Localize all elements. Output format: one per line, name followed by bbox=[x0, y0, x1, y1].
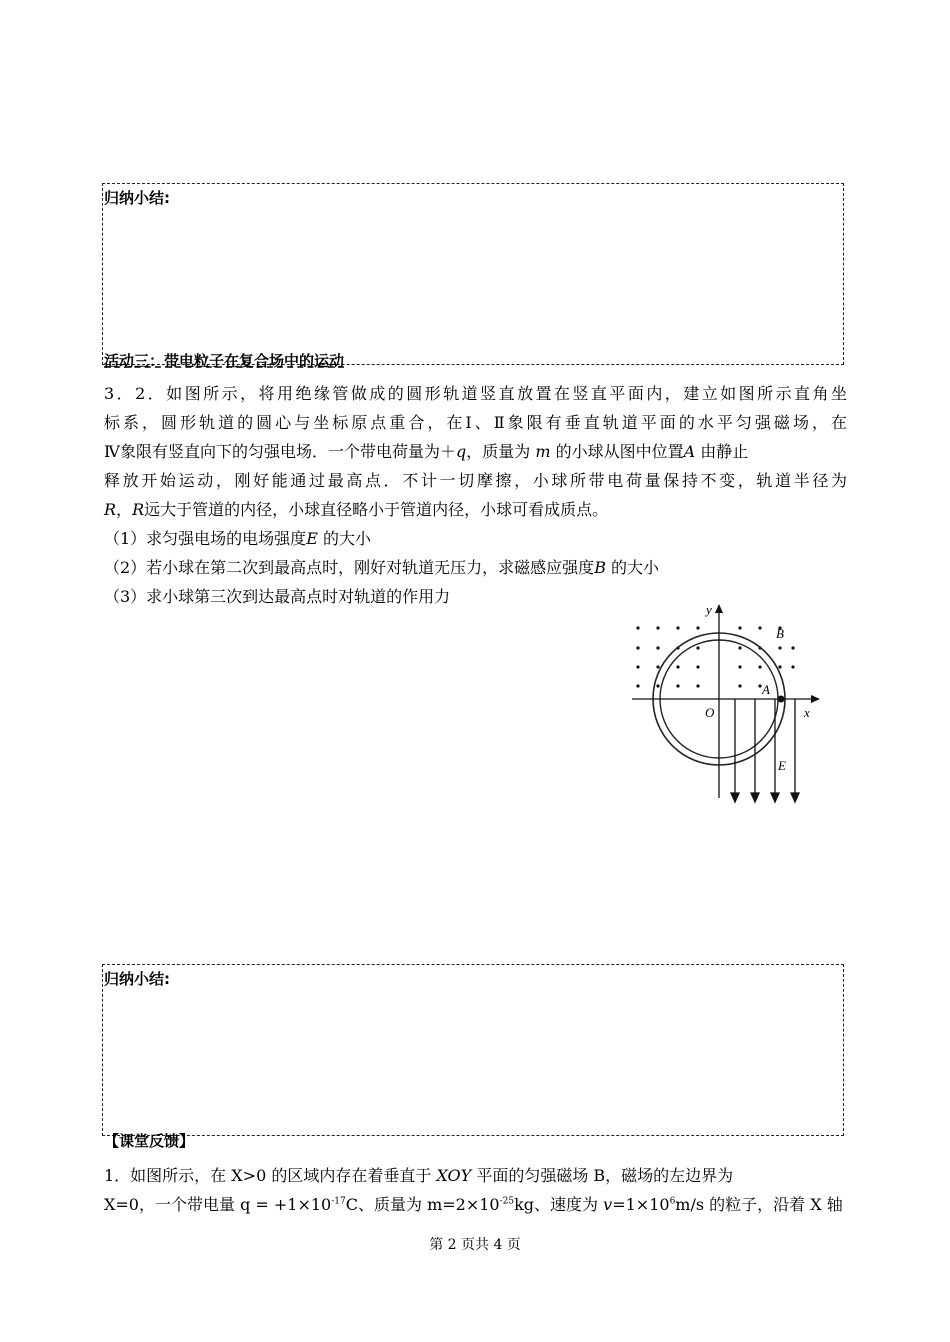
problem-line-4: 释放开始运动，刚好能通过最高点．不计一切摩擦，小球所带电荷量保持不变，轨道半径为 bbox=[104, 471, 847, 490]
problem-line-1: 3．2．如图所示，将用绝缘管做成的圆形轨道竖直放置在竖直平面内，建立如图所示直角坐 bbox=[104, 384, 847, 403]
feedback-line-1: 1．如图所示，在 X>0 的区域内存在着垂直于 XOY 平面的匀强磁场 B，磁场的左边界为 bbox=[104, 1166, 734, 1185]
y-axis-label: y bbox=[706, 602, 712, 617]
problem-line-3: Ⅳ象限有竖直向下的匀强电场．一个带电荷量为＋q，质量为 m 的小球从图中位置A 由静止 bbox=[104, 442, 749, 461]
ball-point-a bbox=[778, 696, 785, 703]
page-footer: 第 2 页共 4 页 bbox=[429, 1237, 521, 1253]
feedback-line-2: X=0，一个带电量 $q = +1\times 10^{-17}C$、质量为 $m=2\times 10^{-25}kg$、速度为 $v=1\times 10^6m/s$ 的粒子，沿着 X 轴 bbox=[104, 1195, 843, 1214]
summary-label-2: 归纳小结: bbox=[104, 970, 170, 988]
problem-line-5: R，R远大于管道的内径，小球直径略小于管道内径，小球可看成质点。 bbox=[104, 500, 609, 519]
summary-box-2 bbox=[102, 964, 844, 1136]
circular-track-figure bbox=[628, 600, 828, 810]
question-1: （1）求匀强电场的电场强度E 的大小 bbox=[104, 529, 371, 548]
problem-line-2: 标系，圆形轨道的圆心与坐标原点重合，在Ⅰ、Ⅱ象限有垂直轨道平面的水平匀强磁场，在 bbox=[104, 413, 847, 432]
question-2: （2）若小球在第二次到最高点时，刚好对轨道无压力，求磁感应强度B 的大小 bbox=[104, 558, 660, 577]
point-a-label: A bbox=[762, 682, 770, 697]
question-3: （3）求小球第三次到达最高点时对轨道的作用力 bbox=[104, 587, 451, 606]
field-e-label: E bbox=[778, 758, 786, 773]
summary-label-1: 归纳小结: bbox=[104, 189, 170, 207]
origin-label: O bbox=[705, 705, 715, 720]
activity3-title: 活动三：带电粒子在复合场中的运动 bbox=[104, 352, 345, 370]
x-axis-label: x bbox=[804, 705, 810, 720]
field-b-label: B bbox=[776, 626, 784, 641]
feedback-title: 【课堂反馈】 bbox=[104, 1132, 195, 1150]
summary-box-1 bbox=[102, 183, 844, 365]
